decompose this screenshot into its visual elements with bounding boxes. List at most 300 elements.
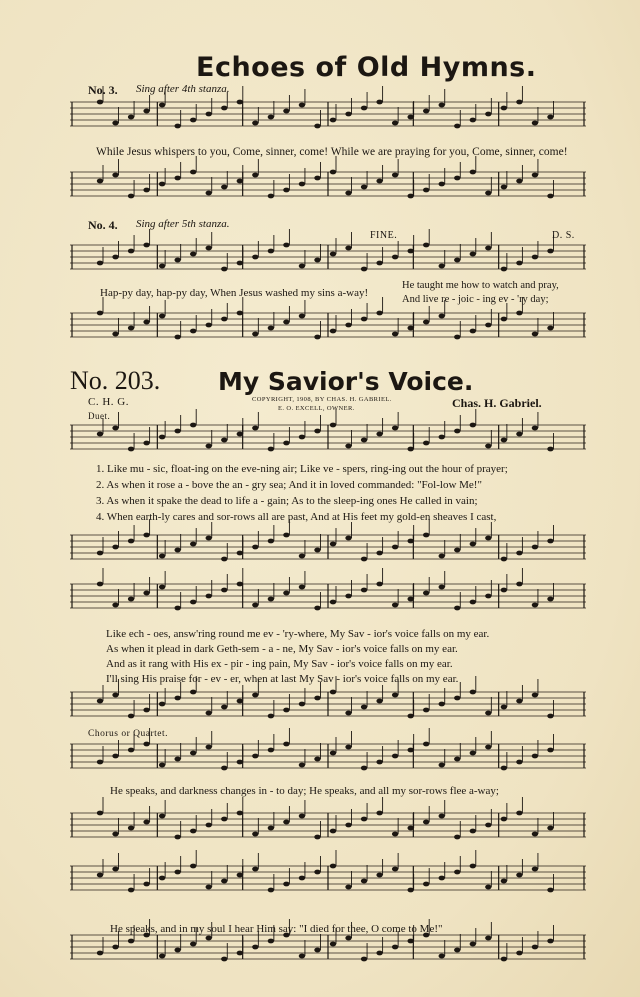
note-head [454, 870, 460, 875]
note-head [532, 603, 538, 608]
note-head [314, 258, 320, 263]
note-head [143, 109, 149, 114]
note-head [423, 533, 429, 538]
note-head [159, 314, 165, 319]
note-head [516, 432, 522, 437]
note-head [299, 554, 305, 559]
note-head [454, 948, 460, 953]
note-head [361, 557, 367, 562]
note-head [376, 311, 382, 316]
note-head [345, 246, 351, 251]
hymn3-instruction: Sing after 4th stanza. [136, 83, 230, 95]
hymn4-instruction: Sing after 5th stanza. [136, 218, 230, 230]
note-head [206, 323, 212, 328]
note-head [159, 264, 165, 269]
copyright-line-1: COPYRIGHT, 1908, BY CHAS. H. GABRIEL. [252, 396, 392, 403]
note-head [159, 702, 165, 707]
note-head [439, 103, 445, 108]
note-head [547, 249, 553, 254]
note-head [501, 705, 507, 710]
note-head [237, 760, 243, 765]
note-head [190, 170, 196, 175]
note-head [439, 264, 445, 269]
note-head [532, 426, 538, 431]
note-head [97, 100, 103, 105]
note-head [174, 948, 180, 953]
note-head [376, 179, 382, 184]
note-head [252, 332, 258, 337]
note-head [516, 760, 522, 765]
note-head [252, 545, 258, 550]
note-head [112, 332, 118, 337]
note-head [174, 870, 180, 875]
note-head [252, 173, 258, 178]
note-head [516, 811, 522, 816]
note-head [221, 438, 227, 443]
note-head [345, 711, 351, 716]
note-head [361, 588, 367, 593]
note-head [485, 594, 491, 599]
note-head [128, 748, 134, 753]
note-head [501, 267, 507, 272]
note-head [330, 942, 336, 947]
note-head [143, 441, 149, 446]
note-head [268, 597, 274, 602]
note-head [330, 864, 336, 869]
note-head [532, 867, 538, 872]
note-head [423, 441, 429, 446]
note-head [283, 742, 289, 747]
note-head [97, 582, 103, 587]
note-head [159, 554, 165, 559]
note-head [190, 329, 196, 334]
note-head [439, 763, 445, 768]
hymn4-lyric-right-2: And live re - joic - ing ev - 'ry day; [402, 294, 549, 305]
note-head [112, 603, 118, 608]
note-head [330, 252, 336, 257]
note-head [547, 714, 553, 719]
note-head [423, 320, 429, 325]
note-head [439, 554, 445, 559]
note-head [190, 751, 196, 756]
copyright-line-2: E. O. EXCELL, OWNER. [278, 405, 355, 412]
note-head [97, 699, 103, 704]
note-head [485, 823, 491, 828]
note-head [252, 754, 258, 759]
note-head [299, 702, 305, 707]
note-head [268, 326, 274, 331]
note-head [221, 185, 227, 190]
verse-line-3: 3. As when it spake the dead to life a - gain; As to the sleep-ing ones He called in vain; [96, 495, 478, 507]
note-head [268, 888, 274, 893]
note-head [314, 548, 320, 553]
note-head [314, 335, 320, 340]
note-head [439, 435, 445, 440]
verse2-line-2: As when it plead in dark Geth-sem - a - ne, My Sav - ior's voice falls on my ear. [106, 643, 458, 655]
note-head [97, 951, 103, 956]
note-head [361, 438, 367, 443]
note-head [190, 690, 196, 695]
author-initials: C. H. G. [88, 396, 129, 408]
note-head [454, 124, 460, 129]
note-head [283, 188, 289, 193]
note-head [112, 832, 118, 837]
note-head [470, 942, 476, 947]
note-head [112, 867, 118, 872]
note-head [485, 112, 491, 117]
note-head [159, 814, 165, 819]
note-head [345, 594, 351, 599]
note-head [299, 763, 305, 768]
note-head [392, 832, 398, 837]
note-head [128, 326, 134, 331]
note-head [314, 124, 320, 129]
note-head [237, 951, 243, 956]
note-head [547, 539, 553, 544]
note-head [361, 317, 367, 322]
note-head [532, 255, 538, 260]
note-head [143, 820, 149, 825]
note-head [112, 426, 118, 431]
note-head [128, 539, 134, 544]
note-head [159, 585, 165, 590]
note-head [252, 426, 258, 431]
note-head [268, 748, 274, 753]
note-head [330, 542, 336, 547]
note-head [454, 429, 460, 434]
note-head [206, 823, 212, 828]
note-head [376, 811, 382, 816]
note-head [268, 194, 274, 199]
note-head [532, 332, 538, 337]
note-head [128, 597, 134, 602]
note-head [392, 867, 398, 872]
note-head [237, 699, 243, 704]
note-head [392, 754, 398, 759]
note-head [252, 832, 258, 837]
note-head [345, 191, 351, 196]
note-head [314, 696, 320, 701]
note-head [470, 600, 476, 605]
verse2-line-1: Like ech - oes, answ'ring round me ev - 'ry-where, My Sav - ior's voice falls on my ear. [106, 628, 490, 640]
note-head [501, 879, 507, 884]
note-head [423, 188, 429, 193]
note-head [190, 542, 196, 547]
note-head [547, 115, 553, 120]
note-head [283, 243, 289, 248]
chorus-label: Chorus or Quartet. [88, 729, 168, 739]
note-head [361, 879, 367, 884]
note-head [206, 191, 212, 196]
note-head [423, 742, 429, 747]
note-head [376, 582, 382, 587]
note-head [376, 551, 382, 556]
note-head [159, 103, 165, 108]
note-head [143, 533, 149, 538]
note-head [501, 557, 507, 562]
note-head [237, 261, 243, 266]
note-head [128, 194, 134, 199]
note-head [159, 763, 165, 768]
note-head [252, 867, 258, 872]
note-head [439, 814, 445, 819]
note-head [361, 185, 367, 190]
note-head [501, 106, 507, 111]
note-head [174, 606, 180, 611]
note-head [112, 545, 118, 550]
note-head [252, 121, 258, 126]
note-head [128, 249, 134, 254]
note-head [392, 603, 398, 608]
note-head [547, 447, 553, 452]
note-head [299, 876, 305, 881]
note-head [206, 246, 212, 251]
note-head [330, 423, 336, 428]
composer: Chas. H. Gabriel. [452, 396, 542, 410]
note-head [221, 957, 227, 962]
note-head [454, 258, 460, 263]
note-head [143, 708, 149, 713]
note-head [268, 115, 274, 120]
note-head [268, 826, 274, 831]
note-head [206, 536, 212, 541]
note-head [485, 885, 491, 890]
note-head [532, 121, 538, 126]
note-head [268, 539, 274, 544]
note-head [206, 594, 212, 599]
note-head [501, 185, 507, 190]
note-head [454, 606, 460, 611]
note-head [314, 176, 320, 181]
note-head [299, 264, 305, 269]
note-head [470, 423, 476, 428]
note-head [237, 179, 243, 184]
chorus-line-2: He speaks, and in my soul I hear Him say: "I died for thee, O come to Me!" [110, 923, 443, 935]
note-head [439, 876, 445, 881]
note-head [97, 311, 103, 316]
note-head [454, 757, 460, 762]
note-head [485, 246, 491, 251]
note-head [206, 711, 212, 716]
note-head [485, 745, 491, 750]
note-head [501, 957, 507, 962]
note-head [174, 335, 180, 340]
note-head [190, 864, 196, 869]
fine-mark: FINE. [370, 230, 398, 241]
note-head [252, 945, 258, 950]
hymn4-lyric: Hap-py day, hap-py day, When Jesus washed my sins a-way! [100, 287, 369, 299]
hymn4-number: No. 4. [88, 218, 118, 232]
note-head [376, 100, 382, 105]
note-head [283, 591, 289, 596]
note-head [159, 435, 165, 440]
note-head [206, 745, 212, 750]
note-head [392, 121, 398, 126]
note-head [252, 693, 258, 698]
note-head [330, 751, 336, 756]
note-head [237, 873, 243, 878]
note-head [516, 551, 522, 556]
note-head [516, 179, 522, 184]
note-head [112, 121, 118, 126]
note-head [345, 745, 351, 750]
chorus-line-1: He speaks, and darkness changes in - to day; He speaks, and all my sor-rows flee a-way; [110, 785, 499, 797]
note-head [299, 954, 305, 959]
verse-line-4: 4. When earth-ly cares and sor-rows all are past, And at His feet my gold-en sheaves I cast, [96, 511, 497, 523]
note-head [501, 588, 507, 593]
hymn4-lyric-right-1: He taught me how to watch and pray, [402, 280, 559, 291]
note-head [143, 188, 149, 193]
note-head [97, 432, 103, 437]
note-head [516, 582, 522, 587]
verse2-line-4: I'll sing His praise for - ev - er, when at last My Sav - ior's voice falls on my ear. [106, 673, 459, 685]
note-head [439, 314, 445, 319]
note-head [206, 936, 212, 941]
note-head [283, 109, 289, 114]
note-head [470, 170, 476, 175]
note-head [190, 829, 196, 834]
duet-label: Duet. [88, 411, 111, 421]
note-head [330, 829, 336, 834]
verse-line-1: 1. Like mu - sic, float-ing on the eve-ning air; Like ve - spers, ring-ing out the hour of prayer; [96, 463, 508, 475]
note-head [97, 179, 103, 184]
note-head [174, 548, 180, 553]
note-head [221, 106, 227, 111]
note-head [174, 835, 180, 840]
note-head [221, 588, 227, 593]
note-head [392, 693, 398, 698]
note-head [314, 948, 320, 953]
note-head [206, 885, 212, 890]
note-head [174, 176, 180, 181]
note-head [532, 945, 538, 950]
note-head [392, 426, 398, 431]
note-head [314, 835, 320, 840]
note-head [470, 829, 476, 834]
note-head [547, 939, 553, 944]
note-head [423, 109, 429, 114]
note-head [485, 323, 491, 328]
note-head [128, 826, 134, 831]
note-head [299, 182, 305, 187]
note-head [501, 766, 507, 771]
note-head [439, 182, 445, 187]
note-head [376, 951, 382, 956]
note-head [516, 311, 522, 316]
note-head [485, 444, 491, 449]
note-head [470, 118, 476, 123]
note-head [190, 600, 196, 605]
note-head [283, 708, 289, 713]
note-head [439, 954, 445, 959]
note-head [361, 106, 367, 111]
note-head [268, 714, 274, 719]
note-head [345, 885, 351, 890]
note-head [174, 696, 180, 701]
note-head [128, 447, 134, 452]
note-head [501, 438, 507, 443]
note-head [221, 705, 227, 710]
note-head [345, 936, 351, 941]
note-head [345, 444, 351, 449]
note-head [112, 945, 118, 950]
note-head [361, 957, 367, 962]
note-head [143, 742, 149, 747]
note-head [299, 814, 305, 819]
note-head [112, 173, 118, 178]
note-head [423, 243, 429, 248]
note-head [547, 194, 553, 199]
note-head [376, 699, 382, 704]
note-head [547, 748, 553, 753]
note-head [299, 103, 305, 108]
note-head [532, 832, 538, 837]
note-head [439, 702, 445, 707]
page-title: Echoes of Old Hymns. [196, 52, 537, 83]
note-head [470, 751, 476, 756]
note-head [376, 432, 382, 437]
note-head [547, 826, 553, 831]
verse2-line-3: And as it rang with His ex - pir - ing pain, My Sav - ior's voice falls on my ear. [106, 658, 453, 670]
note-head [206, 444, 212, 449]
note-head [454, 548, 460, 553]
note-head [314, 870, 320, 875]
note-head [283, 882, 289, 887]
note-head [237, 432, 243, 437]
hymn203-number: No. 203. [70, 366, 161, 395]
note-head [283, 820, 289, 825]
note-head [143, 591, 149, 596]
note-head [485, 191, 491, 196]
note-head [283, 533, 289, 538]
note-head [345, 323, 351, 328]
note-head [361, 705, 367, 710]
note-head [454, 835, 460, 840]
note-head [376, 873, 382, 878]
note-head [376, 760, 382, 765]
note-head [423, 591, 429, 596]
note-head [330, 600, 336, 605]
note-head [330, 329, 336, 334]
note-head [361, 766, 367, 771]
note-head [97, 873, 103, 878]
note-head [237, 100, 243, 105]
note-head [454, 696, 460, 701]
note-head [314, 757, 320, 762]
note-head [392, 945, 398, 950]
note-head [143, 320, 149, 325]
note-head [470, 542, 476, 547]
note-head [221, 317, 227, 322]
note-head [252, 255, 258, 260]
note-head [221, 267, 227, 272]
note-head [112, 693, 118, 698]
note-head [128, 714, 134, 719]
hymn3-number: No. 3. [88, 83, 118, 97]
note-head [314, 429, 320, 434]
note-head [454, 335, 460, 340]
note-head [547, 597, 553, 602]
note-head [97, 760, 103, 765]
note-head [330, 170, 336, 175]
note-head [174, 429, 180, 434]
verse-line-2: 2. As when it rose a - bove the an - gry sea; And it in loved commanded: "Fol-low Me!" [96, 479, 482, 491]
note-head [516, 100, 522, 105]
note-head [159, 954, 165, 959]
note-head [174, 757, 180, 762]
note-head [423, 708, 429, 713]
note-head [190, 252, 196, 257]
